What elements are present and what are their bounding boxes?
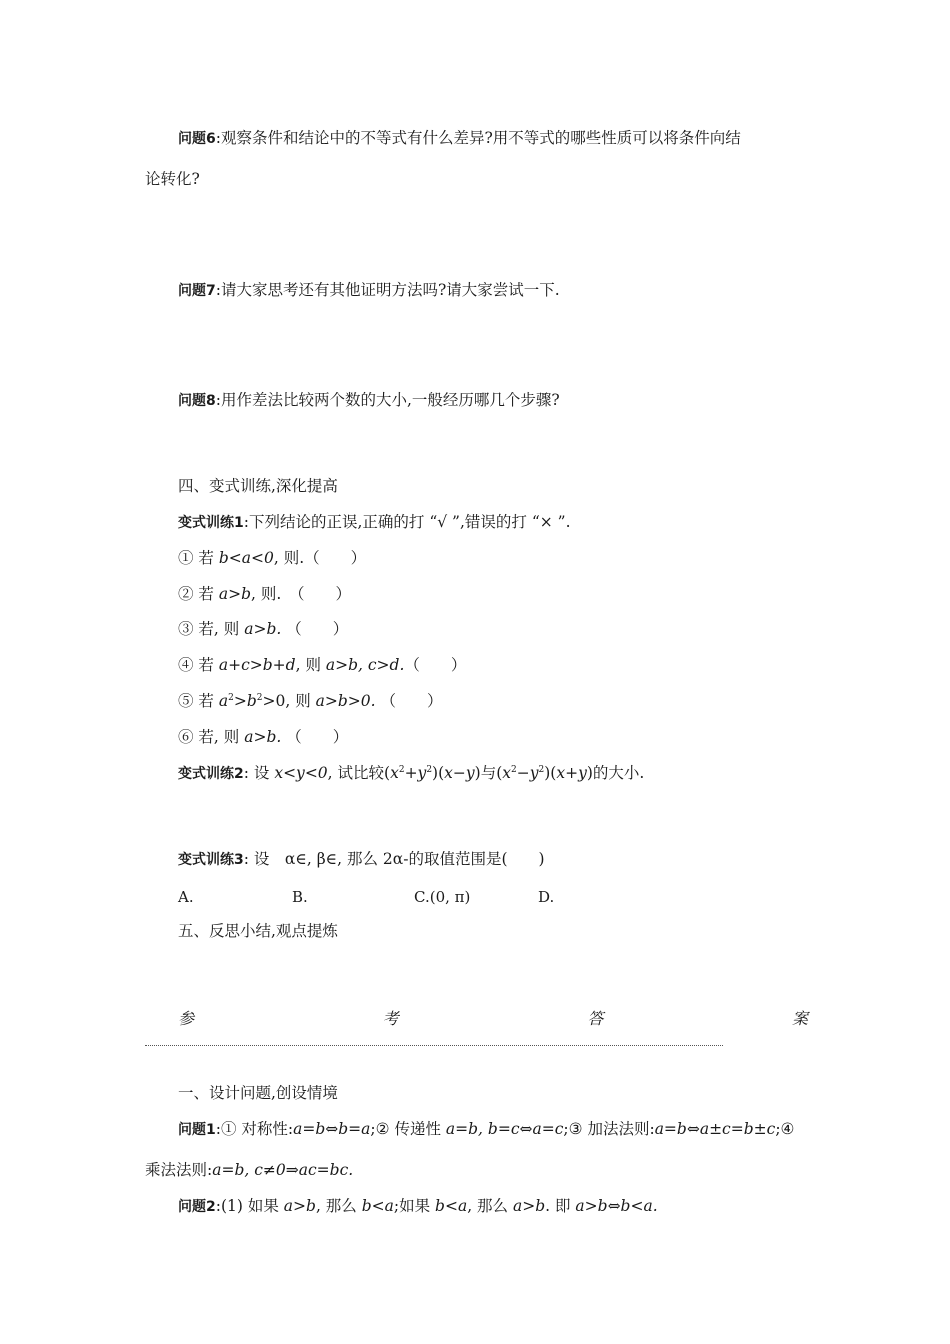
- answer-2: 问题2:(1) 如果 a>b, 那么 b<a;如果 b<a, 那么 a>b. 即 a>b⇔b<a.: [178, 1197, 658, 1215]
- option-a: A.: [178, 888, 194, 906]
- question-7-label: 问题7: [178, 283, 216, 299]
- dotted-divider: [145, 1045, 723, 1046]
- question-8-label: 问题8: [178, 393, 216, 409]
- item-4: ④ 若 a+c>b+d, 则 a>b, c>d.（ ）: [178, 656, 467, 674]
- exercise-1-label: 变式训练1: [178, 515, 244, 531]
- exercise-2-label: 变式训练2: [178, 766, 244, 782]
- section-4-heading: 四、变式训练,深化提高: [178, 477, 338, 495]
- item-3: ③ 若, 则 a>b. （ ）: [178, 620, 349, 638]
- item-6: ⑥ 若, 则 a>b. （ ）: [178, 728, 349, 746]
- question-8: 问题8:用作差法比较两个数的大小,一般经历哪几个步骤?: [178, 391, 560, 409]
- section-5-heading: 五、反思小结,观点提炼: [178, 922, 338, 940]
- item-5: ⑤ 若 $a^2>b^2>0$, 则 a>b>0. （ ）: [178, 692, 443, 710]
- section-1-heading: 一、设计问题,创设情境: [178, 1084, 338, 1102]
- option-b: B.: [292, 888, 308, 906]
- question-6-label: 问题6: [178, 131, 216, 147]
- item-1: ① 若 b<a<0, 则.（ ）: [178, 549, 367, 567]
- answer-1-line2: 乘法法则:a=b, c≠0⇒ac=bc.: [145, 1161, 354, 1179]
- item-2: ② 若 a>b, 则. （ ）: [178, 585, 352, 603]
- option-c: C.(0, π): [414, 888, 471, 906]
- answer-1-label: 问题1: [178, 1122, 216, 1138]
- answer-1-line1: 问题1:① 对称性:a=b⇔b=a;② 传递性 a=b, b=c⇔a=c;③ 加法法则:a=b⇔a±c=b±c;④: [178, 1120, 795, 1138]
- question-6-line2: 论转化?: [145, 170, 200, 188]
- answer-2-label: 问题2: [178, 1199, 216, 1215]
- exercise-3-label: 变式训练3: [178, 852, 244, 868]
- question-7: 问题7:请大家思考还有其他证明方法吗?请大家尝试一下.: [178, 281, 560, 299]
- exercise-1: 变式训练1:下列结论的正误,正确的打 “√ ”,错误的打 “× ”.: [178, 513, 571, 531]
- exercise-3: 变式训练3: 设 α∈, β∈, 那么 2α-的取值范围是( ): [178, 850, 545, 868]
- exercise-2: 变式训练2: 设 x<y<0, 试比较$(x^2+y^2)(x-y)$与$(x^2-y^2)(x+y)$的大小.: [178, 764, 645, 782]
- question-6-line1: 问题6:观察条件和结论中的不等式有什么差异?用不等式的哪些性质可以将条件向结: [178, 129, 741, 147]
- option-d: D.: [538, 888, 555, 906]
- answer-heading: 参 考 答 案: [178, 1009, 808, 1028]
